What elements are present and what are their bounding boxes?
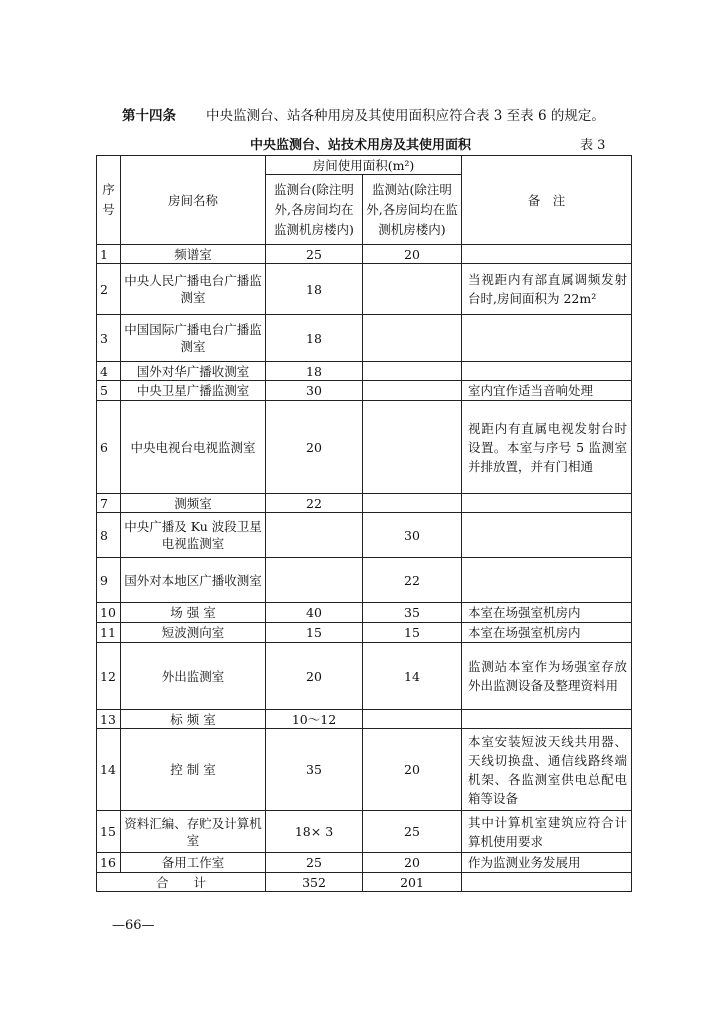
row-room: 测频室 <box>121 494 266 513</box>
row-area-b <box>363 494 462 513</box>
row-seq: 14 <box>97 729 121 811</box>
row-seq: 5 <box>97 381 121 401</box>
row-area-b: 35 <box>363 603 462 623</box>
row-area-a: 22 <box>266 494 363 513</box>
row-note <box>462 245 632 264</box>
total-note <box>462 873 632 892</box>
total-label: 合 计 <box>97 873 266 892</box>
row-area-b: 22 <box>363 558 462 603</box>
row-note: 视距内有直属电视发射台时设置。本室与序号 5 监测室并排放置，并有门相通 <box>462 401 632 494</box>
header-area-group: 房间使用面积(m²) <box>266 156 462 175</box>
table-row <box>97 245 632 264</box>
row-seq: 1 <box>97 245 121 264</box>
row-room: 频谱室 <box>121 245 266 264</box>
row-note <box>462 558 632 603</box>
row-note: 本室在场强室机房内 <box>462 603 632 623</box>
row-seq: 10 <box>97 603 121 623</box>
table-title: 中央监测台、站技术用房及其使用面积 <box>250 138 472 153</box>
row-seq: 12 <box>97 643 121 710</box>
row-room: 中央电视台电视监测室 <box>121 401 266 494</box>
row-note: 作为监测业务发展用 <box>462 853 632 873</box>
row-room: 短波测向室 <box>121 623 266 643</box>
row-area-b <box>363 401 462 494</box>
row-room: 国外对华广播收测室 <box>121 362 266 381</box>
row-area-a: 25 <box>266 245 363 264</box>
table-number: 表 3 <box>580 138 606 153</box>
row-seq: 8 <box>97 513 121 558</box>
table-row <box>97 362 632 381</box>
table-row <box>97 494 632 513</box>
row-seq: 11 <box>97 623 121 643</box>
row-note <box>462 513 632 558</box>
row-room: 控 制 室 <box>121 729 266 811</box>
table-row <box>97 623 632 643</box>
table-row <box>97 381 632 401</box>
row-seq: 3 <box>97 315 121 362</box>
row-note <box>462 710 632 729</box>
clause-number: 第十四条 <box>122 108 176 124</box>
row-area-a: 35 <box>266 729 363 811</box>
row-area-a: 15 <box>266 623 363 643</box>
total-area-a: 352 <box>266 873 363 892</box>
header-seq: 序号 <box>97 156 121 245</box>
row-area-b: 25 <box>363 811 462 853</box>
row-area-a: 18 <box>266 264 363 315</box>
row-room: 中央广播及 Ku 波段卫星电视监测室 <box>121 513 266 558</box>
header-station-b: 监测站(除注明外,各房间均在监测机房楼内) <box>363 175 462 245</box>
row-area-b <box>363 315 462 362</box>
table-row <box>97 264 632 315</box>
row-seq: 2 <box>97 264 121 315</box>
row-area-a: 18 <box>266 362 363 381</box>
row-room: 国外对本地区广播收测室 <box>121 558 266 603</box>
row-area-a: 20 <box>266 401 363 494</box>
page-number: —66— <box>112 918 155 933</box>
table-total-row <box>97 873 632 892</box>
row-area-a: 10～12 <box>266 710 363 729</box>
table-row <box>97 401 632 494</box>
row-room: 场 强 室 <box>121 603 266 623</box>
table-row <box>97 315 632 362</box>
clause-line <box>122 104 605 124</box>
row-area-a: 20 <box>266 643 363 710</box>
row-area-b: 20 <box>363 245 462 264</box>
area-table <box>96 155 632 892</box>
row-area-b: 30 <box>363 513 462 558</box>
table-row <box>97 811 632 853</box>
row-area-b <box>363 264 462 315</box>
row-area-b: 14 <box>363 643 462 710</box>
row-room: 外出监测室 <box>121 643 266 710</box>
clause-text: 中央监测台、站各种用房及其使用面积应符合表 3 至表 6 的规定。 <box>206 108 605 124</box>
table-row <box>97 710 632 729</box>
row-note: 室内宜作适当音响处理 <box>462 381 632 401</box>
row-seq: 4 <box>97 362 121 381</box>
row-area-a: 18× 3 <box>266 811 363 853</box>
total-area-b: 201 <box>363 873 462 892</box>
row-area-b <box>363 710 462 729</box>
row-seq: 6 <box>97 401 121 494</box>
row-area-b <box>363 381 462 401</box>
row-seq: 9 <box>97 558 121 603</box>
row-room: 中国国际广播电台广播监测室 <box>121 315 266 362</box>
row-seq: 7 <box>97 494 121 513</box>
row-note: 监测站本室作为场强室存放外出监测设备及整理资料用 <box>462 643 632 710</box>
row-area-b: 15 <box>363 623 462 643</box>
row-area-b: 20 <box>363 853 462 873</box>
row-room: 中央卫星广播监测室 <box>121 381 266 401</box>
row-area-a: 25 <box>266 853 363 873</box>
row-area-b <box>363 362 462 381</box>
row-area-a: 40 <box>266 603 363 623</box>
row-note <box>462 362 632 381</box>
row-room: 标 频 室 <box>121 710 266 729</box>
table-row <box>97 643 632 710</box>
row-area-b: 20 <box>363 729 462 811</box>
row-area-a: 30 <box>266 381 363 401</box>
row-area-a: 18 <box>266 315 363 362</box>
row-room: 中央人民广播电台广播监测室 <box>121 264 266 315</box>
row-room: 备用工作室 <box>121 853 266 873</box>
row-seq: 16 <box>97 853 121 873</box>
table-row <box>97 603 632 623</box>
row-area-a <box>266 558 363 603</box>
row-area-a <box>266 513 363 558</box>
row-room: 资料汇编、存贮及计算机室 <box>121 811 266 853</box>
row-note: 本室安装短波天线共用器、天线切换盘、通信线路终端机架、各监测室供电总配电箱等设备 <box>462 729 632 811</box>
header-note: 备 注 <box>462 156 632 245</box>
table-row <box>97 853 632 873</box>
row-seq: 15 <box>97 811 121 853</box>
table-row <box>97 513 632 558</box>
row-seq: 13 <box>97 710 121 729</box>
header-station-a: 监测台(除注明外,各房间均在监测机房楼内) <box>266 175 363 245</box>
row-note: 当视距内有部直属调频发射台时,房间面积为 22m² <box>462 264 632 315</box>
table-row <box>97 729 632 811</box>
table-row <box>97 558 632 603</box>
header-room: 房间名称 <box>121 156 266 245</box>
row-note: 其中计算机室建筑应符合计算机使用要求 <box>462 811 632 853</box>
row-note: 本室在场强室机房内 <box>462 623 632 643</box>
row-note <box>462 315 632 362</box>
row-note <box>462 494 632 513</box>
